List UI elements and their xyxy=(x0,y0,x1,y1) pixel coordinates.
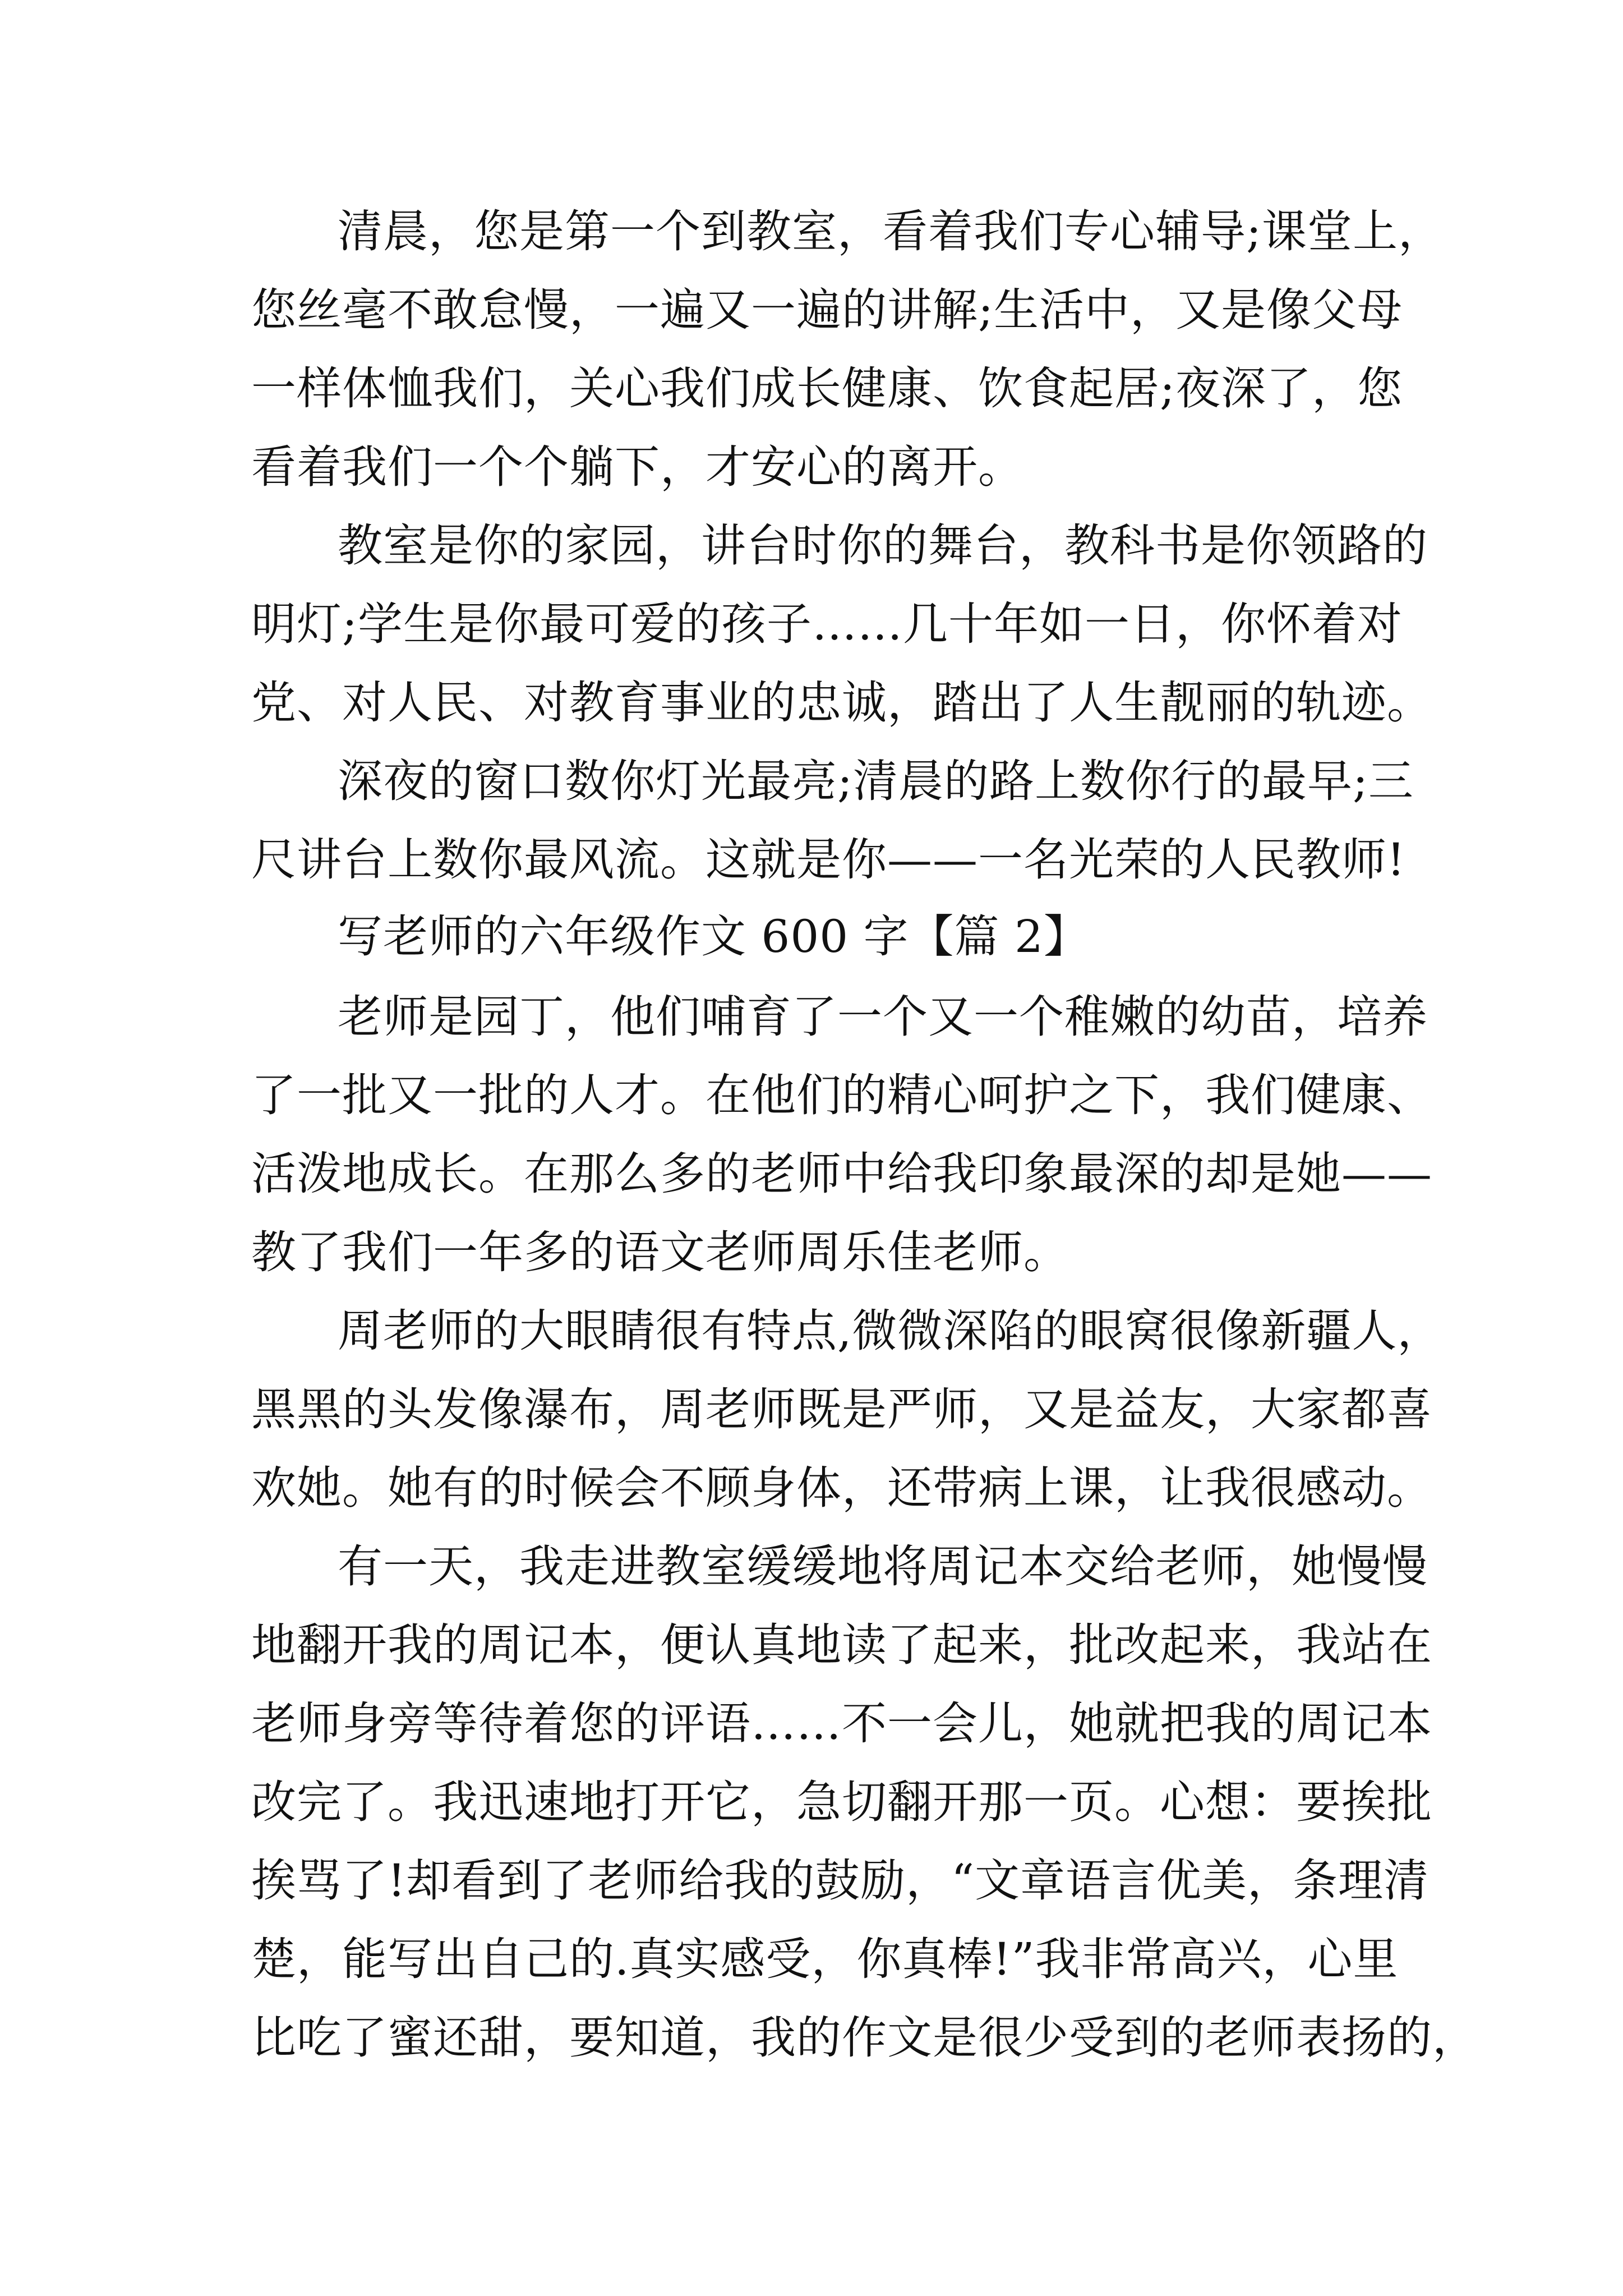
paragraph-6-line-2: 地翻开我的周记本，便认真地读了起来，批改起来，我站在 xyxy=(251,1619,1432,1671)
paragraph-2-line-2: 明灯;学生是你最可爱的孩子……几十年如一日，你怀着对 xyxy=(251,598,1403,650)
paragraph-1-line-1: 清晨，您是第一个到教室，看着我们专心辅导;课堂上， xyxy=(338,205,1444,257)
paragraph-6-line-1: 有一天，我走进教室缓缓地将周记本交给老师，她慢慢 xyxy=(338,1540,1428,1593)
paragraph-5-line-1: 周老师的大眼睛很有特点,微微深陷的眼窝很像新疆人， xyxy=(338,1305,1443,1357)
paragraph-3-line-1: 深夜的窗口数你灯光最亮;清晨的路上数你行的最早;三 xyxy=(338,755,1414,807)
paragraph-4-line-3: 活泼地成长。在那么多的老师中给我印象最深的却是她—— xyxy=(251,1148,1432,1200)
section-heading: 写老师的六年级作文 600 字【篇 2】 xyxy=(338,910,1089,963)
paragraph-1-line-4: 看着我们一个个躺下，才安心的离开。 xyxy=(251,441,1023,493)
paragraph-2-line-1: 教室是你的家园，讲台时你的舞台，教科书是你领路的 xyxy=(338,519,1428,572)
paragraph-1-line-3: 一样体恤我们，关心我们成长健康、饮食起居;夜深了，您 xyxy=(251,362,1403,415)
paragraph-5-line-2: 黑黑的头发像瀑布，周老师既是严师，又是益友，大家都喜 xyxy=(251,1383,1432,1435)
paragraph-6-line-6: 楚，能写出自己的.真实感受，你真棒!”我非常高兴，心里 xyxy=(251,1933,1399,1985)
paragraph-4-line-1: 老师是园丁，他们哺育了一个又一个稚嫩的幼苗，培养 xyxy=(338,991,1428,1043)
paragraph-4-line-4: 教了我们一年多的语文老师周乐佳老师。 xyxy=(251,1226,1069,1278)
paragraph-3-line-2: 尺讲台上数你最风流。这就是你——一名光荣的人民教师! xyxy=(251,834,1406,886)
paragraph-6-line-3: 老师身旁等待着您的评语……不一会儿，她就把我的周记本 xyxy=(251,1697,1432,1750)
paragraph-6-line-5: 挨骂了!却看到了老师给我的鼓励，“文章语言优美，条理清 xyxy=(251,1855,1430,1907)
paragraph-4-line-2: 了一批又一批的人才。在他们的精心呵护之下，我们健康、 xyxy=(251,1069,1432,1121)
paragraph-1-line-2: 您丝毫不敢怠慢，一遍又一遍的讲解;生活中，又是像父母 xyxy=(251,284,1403,336)
paragraph-6-line-7: 比吃了蜜还甜，要知道，我的作文是很少受到的老师表扬的， xyxy=(251,2012,1478,2064)
paragraph-5-line-3: 欢她。她有的时候会不顾身体，还带病上课，让我很感动。 xyxy=(251,1462,1432,1514)
paragraph-6-line-4: 改完了。我迅速地打开它，急切翻开那一页。心想：要挨批 xyxy=(251,1776,1432,1828)
paragraph-2-line-3: 党、对人民、对教育事业的忠诚，踏出了人生靓丽的轨迹。 xyxy=(251,677,1432,729)
